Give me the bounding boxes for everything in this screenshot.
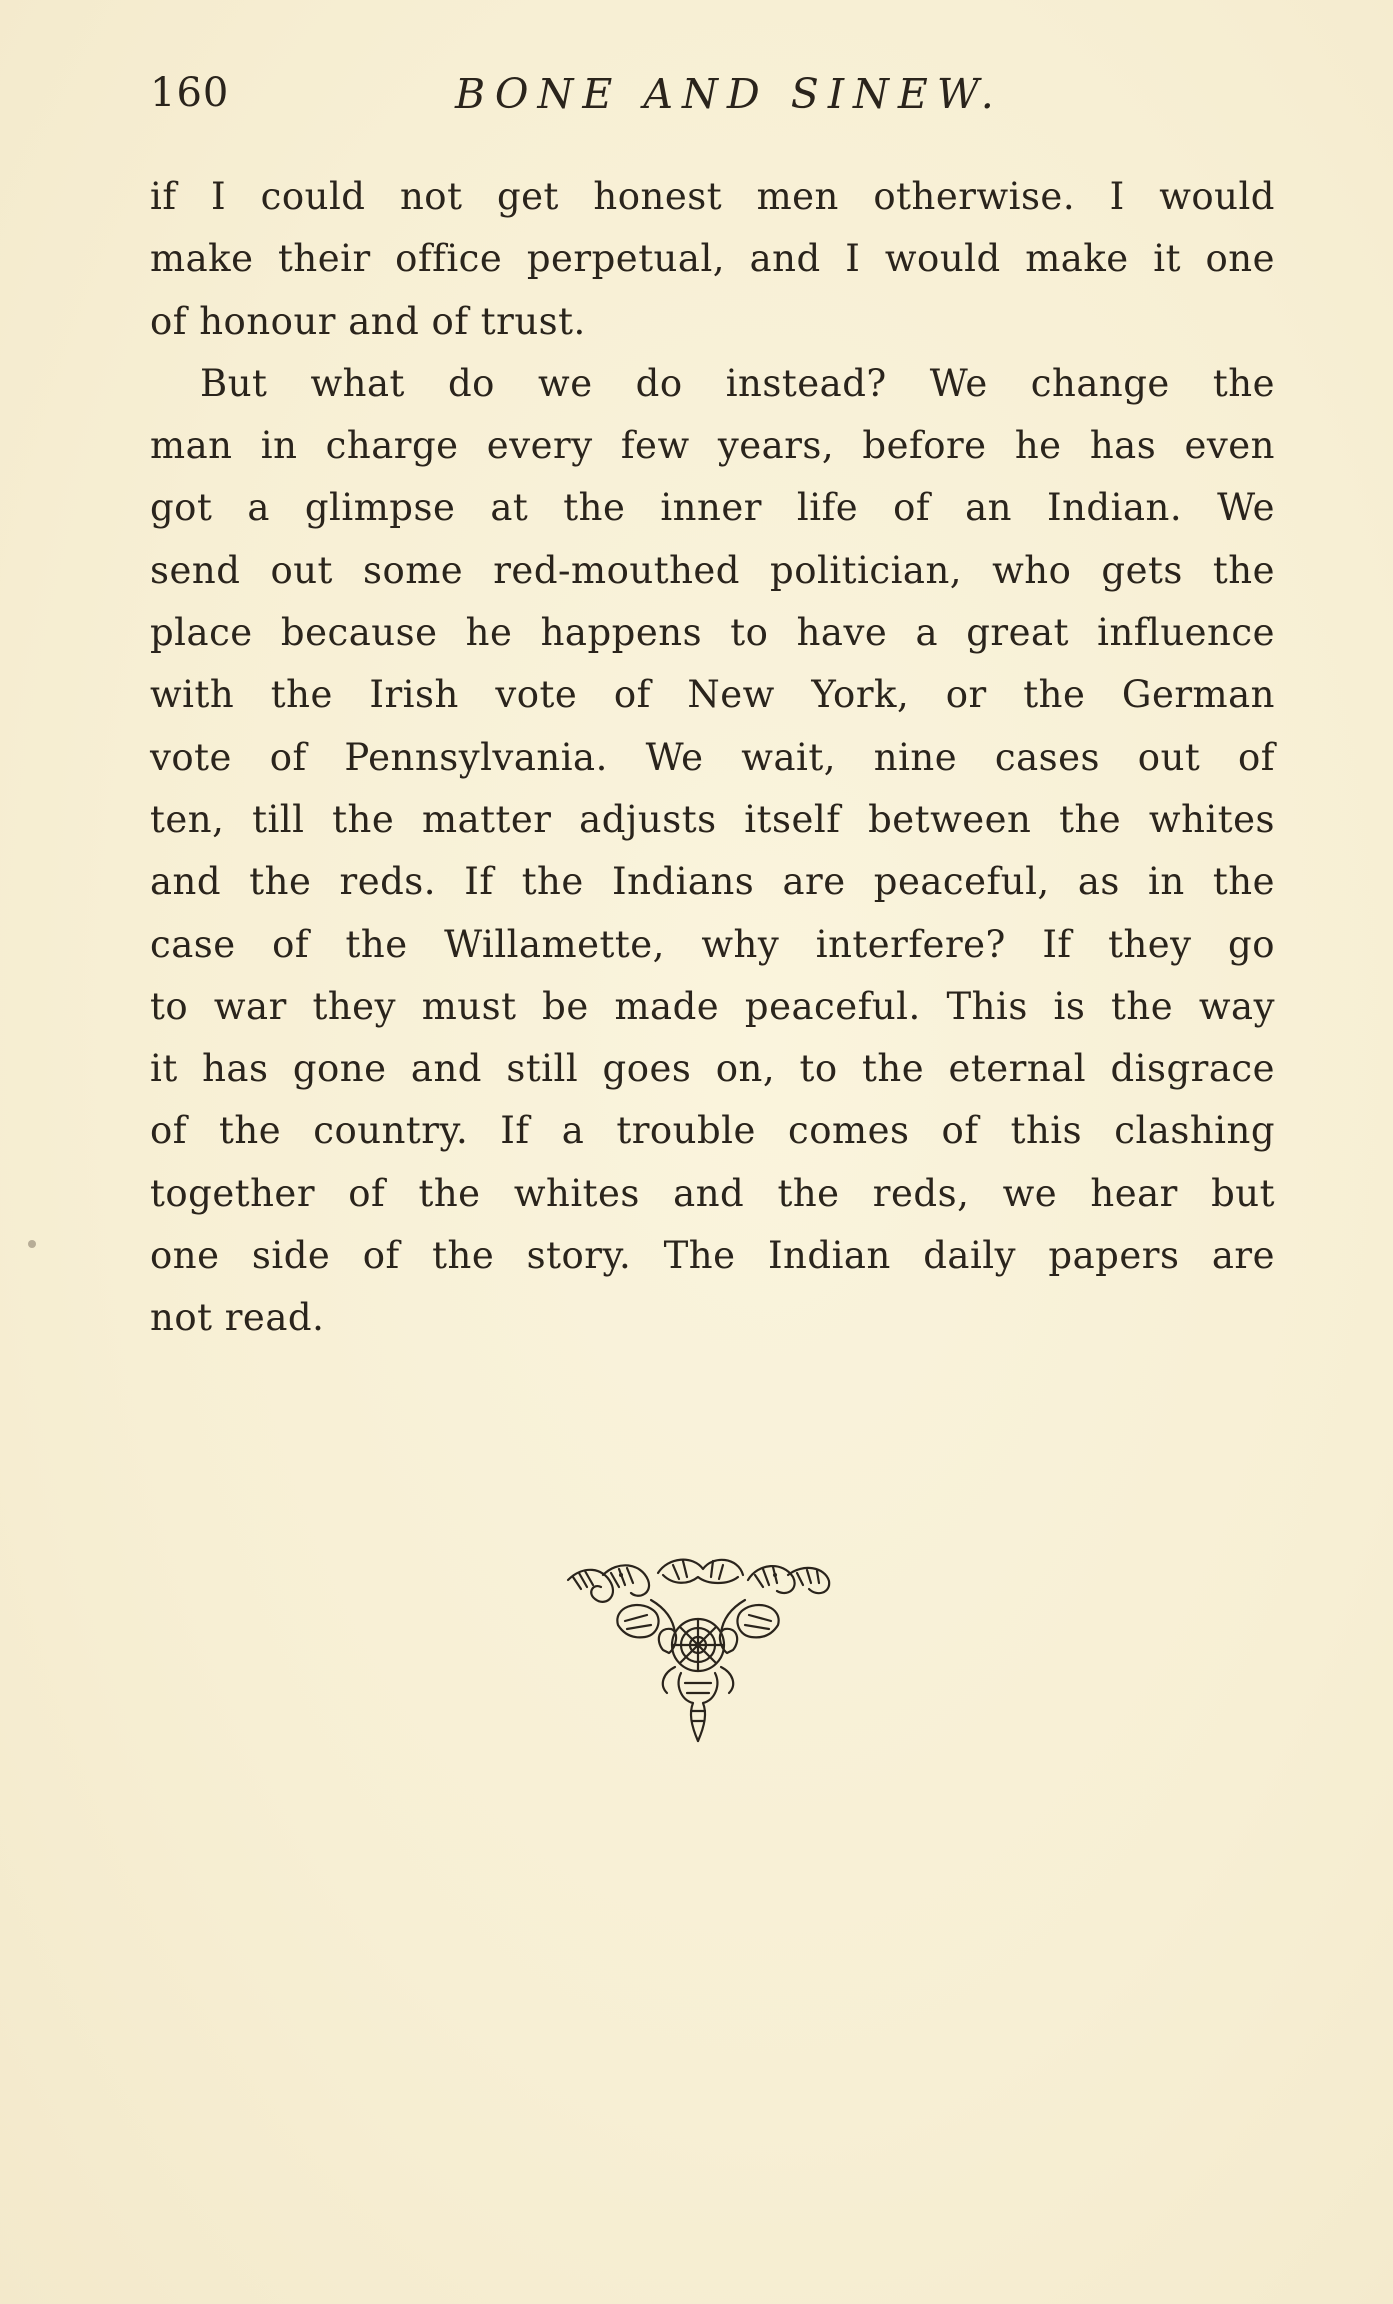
body-text	[150, 166, 1275, 1350]
text-line: with the Irish vote of New York, or the German	[150, 673, 1275, 717]
floral-tailpiece-icon	[563, 1555, 833, 1745]
text-line: vote of Pennsylvania. We wait, nine cases out of	[150, 735, 1275, 779]
text-line: ten, till the matter adjusts itself between the whites	[150, 797, 1275, 841]
text-line: and the reds. If the Indians are peaceful, as in the	[150, 860, 1275, 904]
text-line: of the country. If a trouble comes of this clashing	[150, 1109, 1275, 1153]
text-line: to war they must be made peaceful. This is the way	[150, 984, 1275, 1028]
text-line: man in charge every few years, before he has even	[150, 424, 1275, 468]
stray-mark	[28, 1240, 36, 1248]
page-header	[150, 70, 1270, 130]
text-line: make their office perpetual, and I would make it one	[150, 237, 1275, 281]
text-line: it has gone and still goes on, to the eternal disgrace	[150, 1047, 1275, 1091]
text-line: place because he happens to have a great influence	[150, 611, 1275, 655]
text-line: together of the whites and the reds, we hear but	[150, 1171, 1275, 1215]
running-head: BONE AND SINEW.	[455, 70, 1003, 118]
text-line: case of the Willamette, why interfere? If they go	[150, 922, 1275, 966]
text-line: not read.	[150, 1296, 325, 1340]
text-line: send out some red-mouthed politician, who gets the	[150, 548, 1275, 592]
text-line: But what do we do instead? We change the	[200, 361, 1275, 405]
text-line: got a glimpse at the inner life of an Indian. We	[150, 486, 1275, 530]
text-line: if I could not get honest men otherwise. I would	[150, 175, 1275, 218]
text-line: one side of the story. The Indian daily papers are	[150, 1234, 1275, 1278]
page-number: 160	[150, 70, 230, 116]
text-line: of honour and of trust.	[150, 299, 586, 343]
